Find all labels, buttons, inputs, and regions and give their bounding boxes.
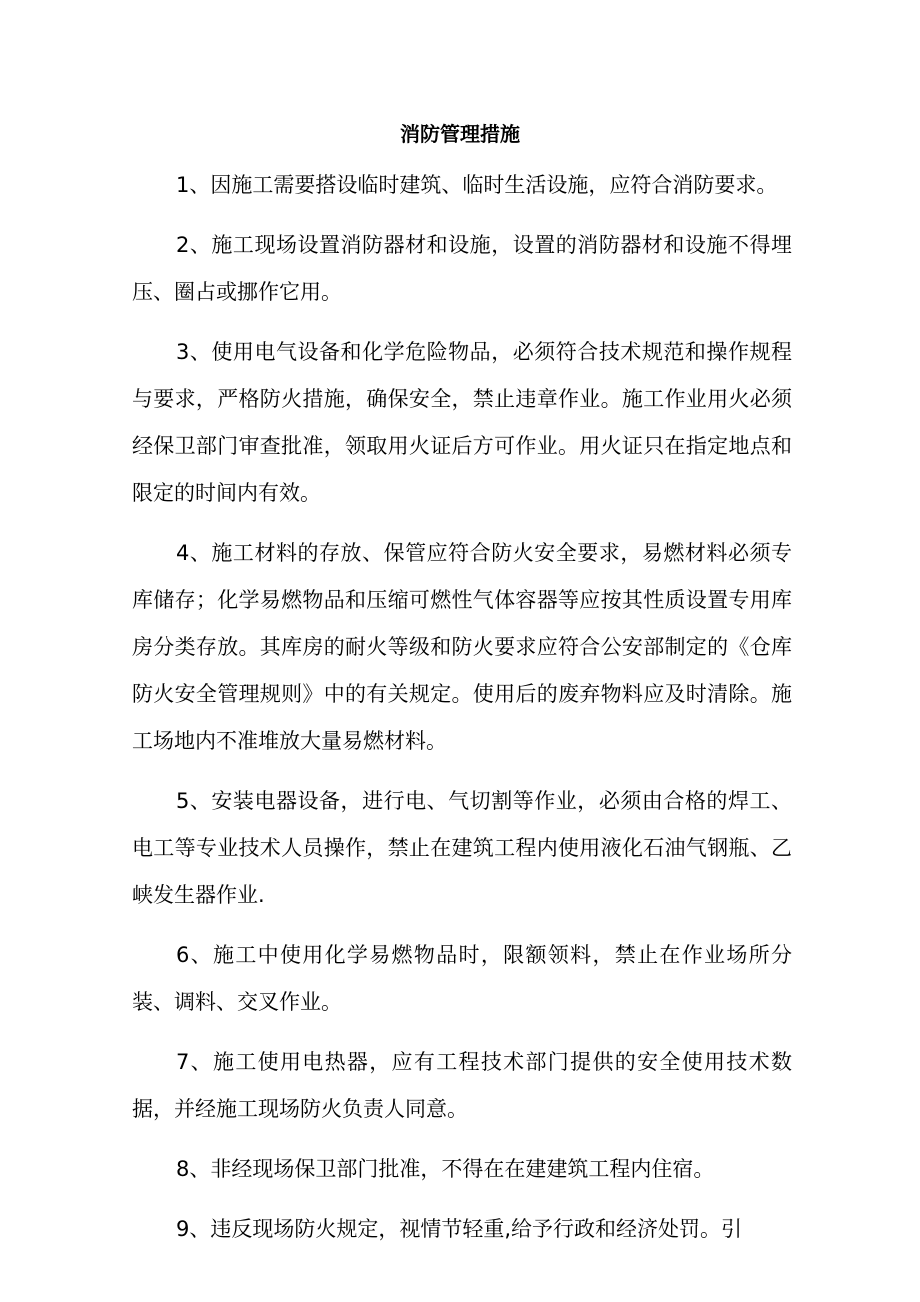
paragraph-7: 7、施工使用电热器，应有工程技术部门提供的安全使用技术数据，并经施工现场防火负责人同意。 [132,1050,792,1121]
paragraph-3: 3、使用电气设备和化学危险物品，必须符合技术规范和操作规程与要求，严格防火措施，确保安全，禁止违章作业。施工作业用火必须经保卫部门审查批准，领取用火证后方可作业。用火证只在指定地点和限定的时间内有效。 [132,340,792,505]
paragraph-5: 5、安装电器设备，进行电、气切割等作业，必须由合格的焊工、电工等专业技术人员操作，禁止在建筑工程内使用液化石油气钢瓶、乙峡发生器作业. [132,789,792,907]
paragraph-4: 4、施工材料的存放、保管应符合防火安全要求，易燃材料必须专库储存；化学易燃物品和压缩可燃性气体容器等应按其性质设置专用库房分类存放。其库房的耐火等级和防火要求应符合公安部制定的《仓库防火安全管理规则》中的有关规定。使用后的废弃物料应及时清除。施工场地内不准堆放大量易燃材料。 [132,541,792,753]
document-body [132,162,792,1266]
paragraph-6: 6、施工中使用化学易燃物品时，限额领料，禁止在作业场所分装、调料、交叉作业。 [132,943,792,1014]
paragraph-2: 2、施工现场设置消防器材和设施，设置的消防器材和设施不得埋压、圈占或挪作它用。 [132,233,792,304]
paragraph-8: 8、非经现场保卫部门批准，不得在在建建筑工程内住宿。 [176,1157,715,1181]
paragraph-9: 9、违反现场防火规定，视情节轻重,给予行政和经济处罚。引 [176,1217,743,1241]
paragraph-1: 1、因施工需要搭设临时建筑、临时生活设施，应符合消防要求。 [176,173,778,197]
document-title: 消防管理措施 [400,122,520,146]
